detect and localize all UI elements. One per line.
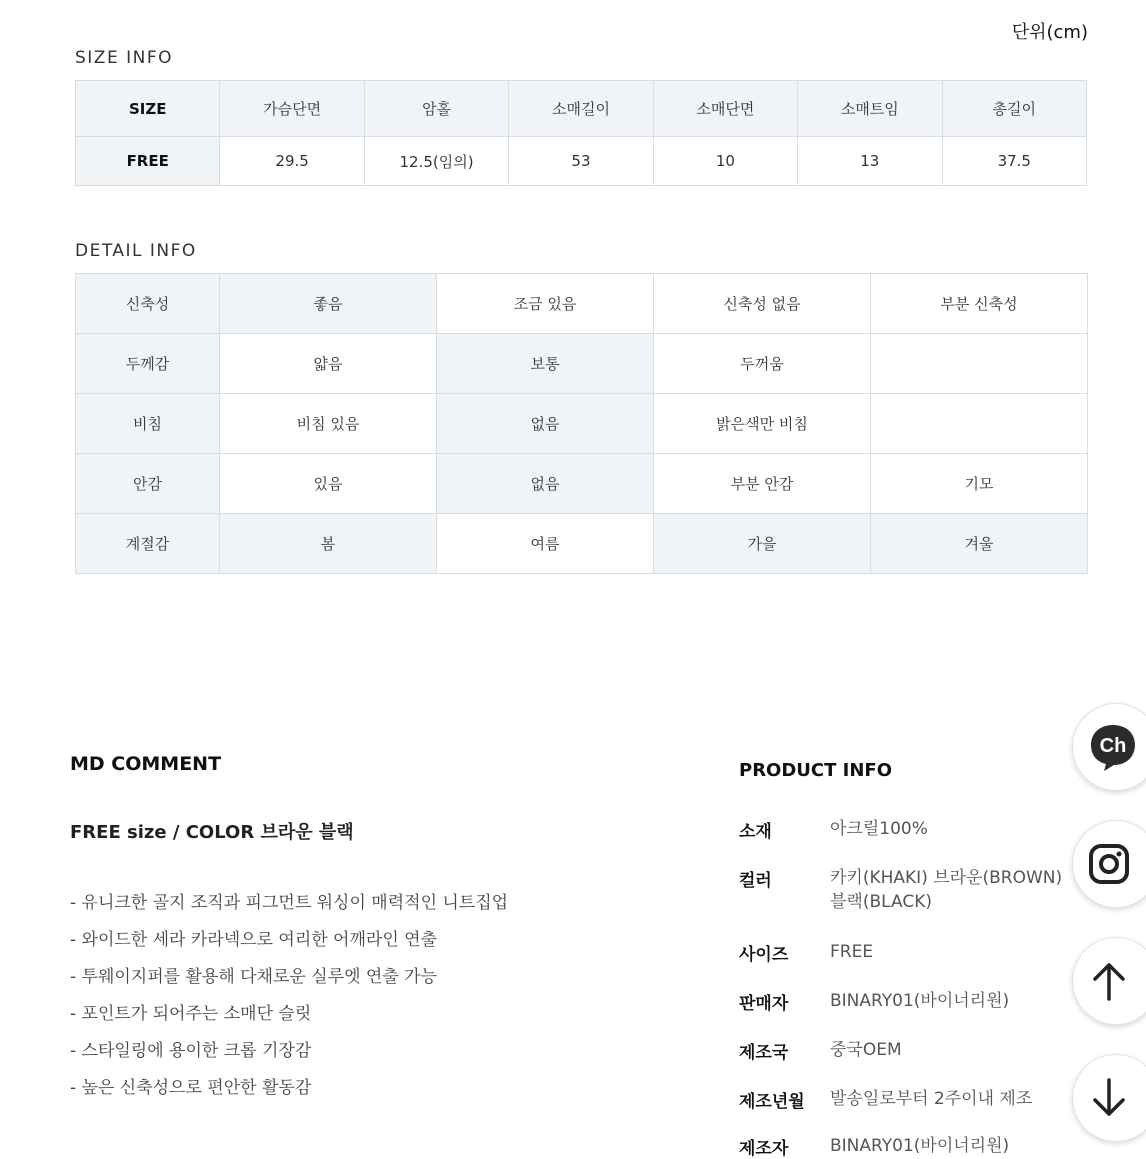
detail-cell: 가을 [654, 514, 871, 574]
size-value-cell: 12.5(임의) [364, 137, 508, 186]
detail-cell: 신축성 없음 [654, 274, 871, 334]
detail-label-cell: 신축성 [76, 274, 220, 334]
channel-chat-icon-text: Ch [1099, 735, 1127, 757]
instagram-button[interactable] [1072, 820, 1146, 908]
size-header-cell: 소매트임 [798, 81, 942, 137]
product-info-row [739, 1134, 1070, 1159]
product-info-label: 제조년월 [739, 1092, 805, 1112]
product-info-row [739, 1038, 1070, 1063]
detail-cell: 기모 [871, 454, 1088, 514]
size-header-cell: 가슴단면 [220, 81, 364, 137]
unit-label: 단위(cm) [1011, 22, 1088, 43]
size-header-cell: 소매단면 [653, 81, 797, 137]
product-info-row [739, 1087, 1070, 1112]
detail-row-sheerness [76, 394, 1088, 454]
detail-cell: 없음 [437, 394, 654, 454]
size-header-cell: 총길이 [942, 81, 1086, 137]
detail-cell: 좋음 [220, 274, 437, 334]
instagram-icon [1087, 842, 1131, 886]
product-info-label: 소재 [739, 822, 772, 842]
arrow-up-icon [1087, 959, 1131, 1003]
size-value-cell: 10 [653, 137, 797, 186]
detail-cell: 부분 안감 [654, 454, 871, 514]
md-comment-item: - 포인트가 되어주는 소매단 슬릿 [70, 1004, 312, 1024]
detail-table [75, 273, 1088, 574]
product-info-value: 아크릴100% [830, 819, 928, 839]
detail-cell [871, 334, 1088, 394]
detail-cell: 없음 [437, 454, 654, 514]
md-comment-subtitle: FREE size / COLOR 브라운 블랙 [70, 822, 354, 843]
size-info-title: SIZE INFO [75, 48, 173, 68]
detail-row-season [76, 514, 1088, 574]
size-value-cell: 29.5 [220, 137, 364, 186]
detail-cell: 겨울 [871, 514, 1088, 574]
size-header-cell: 암홀 [364, 81, 508, 137]
detail-cell: 조금 있음 [437, 274, 654, 334]
size-header-cell: SIZE [76, 81, 220, 137]
size-value-cell: FREE [76, 137, 220, 186]
detail-cell: 얇음 [220, 334, 437, 394]
detail-label-cell: 안감 [76, 454, 220, 514]
size-header-cell: 소매길이 [509, 81, 653, 137]
product-info-row [739, 989, 1070, 1014]
detail-cell: 여름 [437, 514, 654, 574]
detail-cell: 비침 있음 [220, 394, 437, 454]
detail-row-lining [76, 454, 1088, 514]
md-comment-title: MD COMMENT [70, 753, 222, 775]
md-comment-item: - 스타일링에 용이한 크롭 기장감 [70, 1041, 312, 1061]
detail-label-cell: 두께감 [76, 334, 220, 394]
size-value-cell: 13 [798, 137, 942, 186]
product-info-label: 컬러 [739, 871, 772, 891]
size-value-cell: 53 [509, 137, 653, 186]
size-value-cell: 37.5 [942, 137, 1086, 186]
scroll-bottom-button[interactable] [1072, 1054, 1146, 1142]
detail-cell: 두꺼움 [654, 334, 871, 394]
product-info-row [739, 940, 1070, 965]
detail-label-cell: 비침 [76, 394, 220, 454]
detail-cell: 밝은색만 비침 [654, 394, 871, 454]
product-info-row [739, 817, 1070, 842]
size-table [75, 80, 1087, 186]
scroll-top-button[interactable] [1072, 937, 1146, 1025]
product-info-row [739, 866, 1070, 914]
product-info-label: 제조자 [739, 1139, 789, 1159]
arrow-down-icon [1087, 1076, 1131, 1120]
detail-row-stretch [76, 274, 1088, 334]
size-value-row [76, 137, 1087, 186]
product-info-value: 중국OEM [830, 1040, 902, 1060]
channel-chat-button[interactable] [1072, 703, 1146, 791]
md-comment-item: - 투웨이지퍼를 활용해 다채로운 실루엣 연출 가능 [70, 967, 437, 987]
product-info-label: 판매자 [739, 994, 789, 1014]
product-info-value: BINARY01(바이너리원) [830, 991, 1010, 1011]
channel-chat-icon [1087, 721, 1139, 773]
md-comment-item: - 유니크한 골지 조직과 피그먼트 워싱이 매력적인 니트집업 [70, 893, 509, 913]
detail-cell: 보통 [437, 334, 654, 394]
detail-info-title: DETAIL INFO [75, 241, 197, 261]
product-info-value: BINARY01(바이너리원) [830, 1136, 1010, 1156]
detail-cell: 부분 신축성 [871, 274, 1088, 334]
size-header-row [76, 81, 1087, 137]
md-comment-item: - 높은 신축성으로 편안한 활동감 [70, 1078, 312, 1098]
product-info-label: 제조국 [739, 1043, 789, 1063]
detail-cell [871, 394, 1088, 454]
product-info-value: 카키(KHAKI) 브라운(BROWN) 블랙(BLACK) [830, 868, 1063, 912]
md-comment-list [70, 890, 508, 1112]
product-info-title: PRODUCT INFO [739, 760, 893, 781]
product-info-value: FREE [830, 942, 874, 962]
detail-cell: 있음 [220, 454, 437, 514]
product-info-label: 사이즈 [739, 945, 789, 965]
detail-cell: 봄 [220, 514, 437, 574]
md-comment-item: - 와이드한 세라 카라넥으로 여리한 어깨라인 연출 [70, 930, 437, 950]
detail-row-thickness [76, 334, 1088, 394]
detail-label-cell: 계절감 [76, 514, 220, 574]
product-info-value: 발송일로부터 2주이내 제조 [830, 1089, 1033, 1109]
